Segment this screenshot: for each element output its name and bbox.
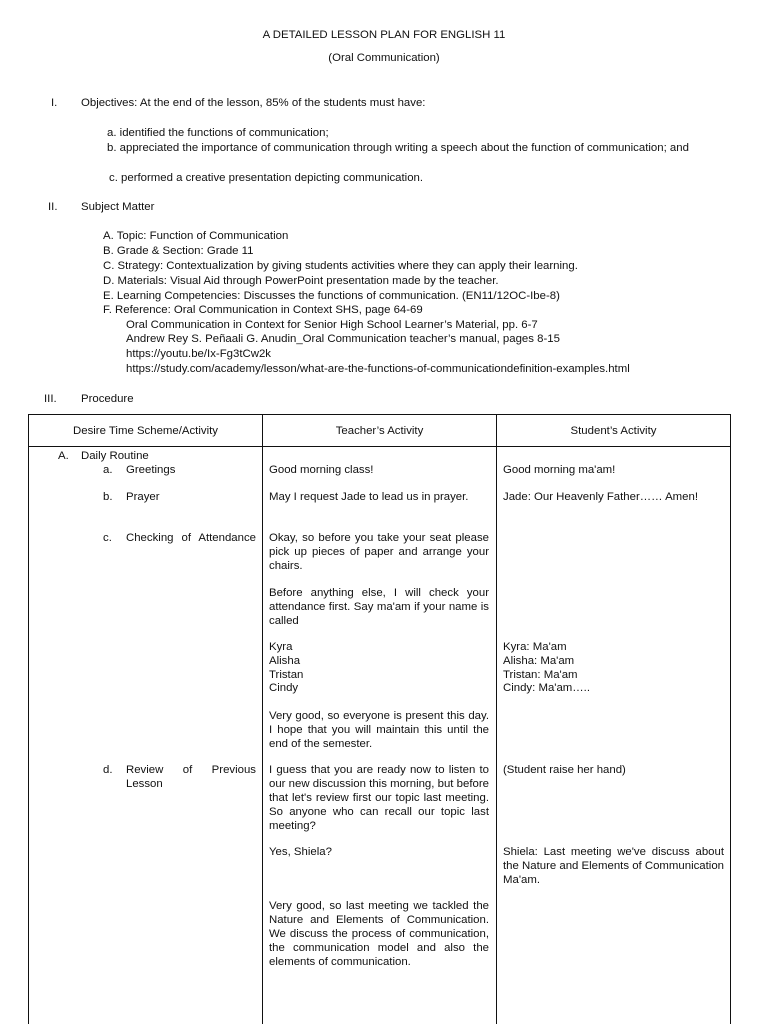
- student-answer: Alisha: Ma'am: [503, 655, 575, 667]
- document-title: A DETAILED LESSON PLAN FOR ENGLISH 11: [262, 29, 506, 41]
- objectives-numeral: I.: [51, 97, 58, 109]
- subject-item: A. Topic: Function of Communication: [103, 230, 289, 242]
- subject-matter-heading: Subject Matter: [81, 201, 155, 213]
- student-answer: Cindy: Ma'am…..: [503, 682, 590, 694]
- objectives-heading: Objectives: At the end of the lesson, 85% of the students must have:: [81, 97, 426, 109]
- reference-link[interactable]: https://youtu.be/Ix-Fg3tCw2k: [126, 348, 271, 360]
- reference-item: Oral Communication in Context for Senior High School Learner’s Material, pp. 6-7: [126, 319, 538, 331]
- subject-item: E. Learning Competencies: Discusses the functions of communication. (EN11/12OC-Ibe-8): [103, 290, 560, 302]
- teacher-seat-instruction: Okay, so before you take your seat please pick up pieces of paper and arrange your chairs.: [269, 532, 489, 572]
- column-header-time-scheme: Desire Time Scheme/Activity: [29, 415, 263, 447]
- student-answer: Kyra: Ma'am: [503, 641, 567, 653]
- activity-letter: c.: [103, 532, 112, 544]
- subject-item: B. Grade & Section: Grade 11: [103, 245, 254, 257]
- column-header-teacher: Teacher’s Activity: [263, 415, 497, 447]
- teacher-review-prompt: I guess that you are ready now to listen to our new discussion this morning, but before that let's review first our topic last meeting. So anyone who can recall our topic last meeting?: [269, 764, 489, 832]
- procedure-header-row: [29, 415, 731, 447]
- teacher-name-call: Kyra: [269, 641, 293, 653]
- student-greeting: Good morning ma'am!: [503, 464, 616, 476]
- student-prayer: Jade: Our Heavenly Father…… Amen!: [503, 491, 698, 503]
- student-cell: [497, 447, 731, 1024]
- student-raise-hand: (Student raise her hand): [503, 764, 626, 776]
- subject-item: D. Materials: Visual Aid through PowerPoint presentation made by the teacher.: [103, 275, 499, 287]
- procedure-heading: Procedure: [81, 393, 134, 405]
- reference-link[interactable]: https://study.com/academy/lesson/what-are-the-functions-of-communicationdefinition-examples.html: [126, 363, 630, 375]
- subject-item: C. Strategy: Contextualization by giving students activities where they can apply their learning.: [103, 260, 578, 272]
- activity-letter: b.: [103, 491, 113, 503]
- objective-item: b. appreciated the importance of communication through writing a speech about the function of communication; and: [107, 142, 689, 154]
- activity-letter: d.: [103, 764, 113, 776]
- section-label: A.: [58, 450, 69, 462]
- procedure-numeral: III.: [44, 393, 57, 405]
- activity-checking-attendance-label: Checking of Attendance: [126, 532, 256, 544]
- objective-item: c. performed a creative presentation depicting communication.: [109, 172, 424, 184]
- subject-matter-numeral: II.: [48, 201, 58, 213]
- procedure-table: [28, 414, 731, 1024]
- document-subtitle: (Oral Communication): [328, 52, 440, 64]
- teacher-attendance-instruction: Before anything else, I will check your attendance first. Say ma'am if your name is called: [269, 587, 489, 627]
- column-header-student: Student’s Activity: [497, 415, 731, 447]
- activity-review: [126, 763, 256, 791]
- teacher-name-call: Alisha: [269, 655, 301, 667]
- activity-prayer: Prayer: [126, 491, 160, 503]
- teacher-greeting: Good morning class!: [269, 464, 374, 476]
- teacher-cell: [263, 447, 497, 1024]
- subject-item: F. Reference: Oral Communication in Context SHS, page 64-69: [103, 304, 423, 316]
- teacher-name-call: Cindy: [269, 682, 299, 694]
- reference-item: Andrew Rey S. Peñaali G. Anudin_Oral Communication teacher’s manual, pages 8-15: [126, 333, 560, 345]
- activity-cell: [29, 447, 263, 1024]
- teacher-name-call: Tristan: [269, 669, 304, 681]
- teacher-call-student: Yes, Shiela?: [269, 846, 332, 858]
- section-title: Daily Routine: [81, 450, 149, 462]
- teacher-tackled-summary: Very good, so last meeting we tackled the Nature and Elements of Communication. We discuss the process of communication, the communication model and also the elements of communication.: [269, 900, 489, 968]
- student-shiela-answer: Shiela: Last meeting we've discuss about the Nature and Elements of Communication Ma'am.: [503, 846, 724, 886]
- procedure-body-row: [29, 447, 731, 1024]
- teacher-prayer-request: May I request Jade to lead us in prayer.: [269, 491, 469, 503]
- activity-checking-attendance: [126, 531, 256, 545]
- activity-letter: a.: [103, 464, 113, 476]
- objective-item: a. identified the functions of communication;: [107, 127, 329, 139]
- teacher-present-remark: Very good, so everyone is present this day. I hope that you will maintain this until the end of the semester.: [269, 710, 489, 750]
- activity-review-label: Review of Previous Lesson: [126, 764, 256, 790]
- student-answer: Tristan: Ma'am: [503, 669, 578, 681]
- activity-greetings: Greetings: [126, 464, 176, 476]
